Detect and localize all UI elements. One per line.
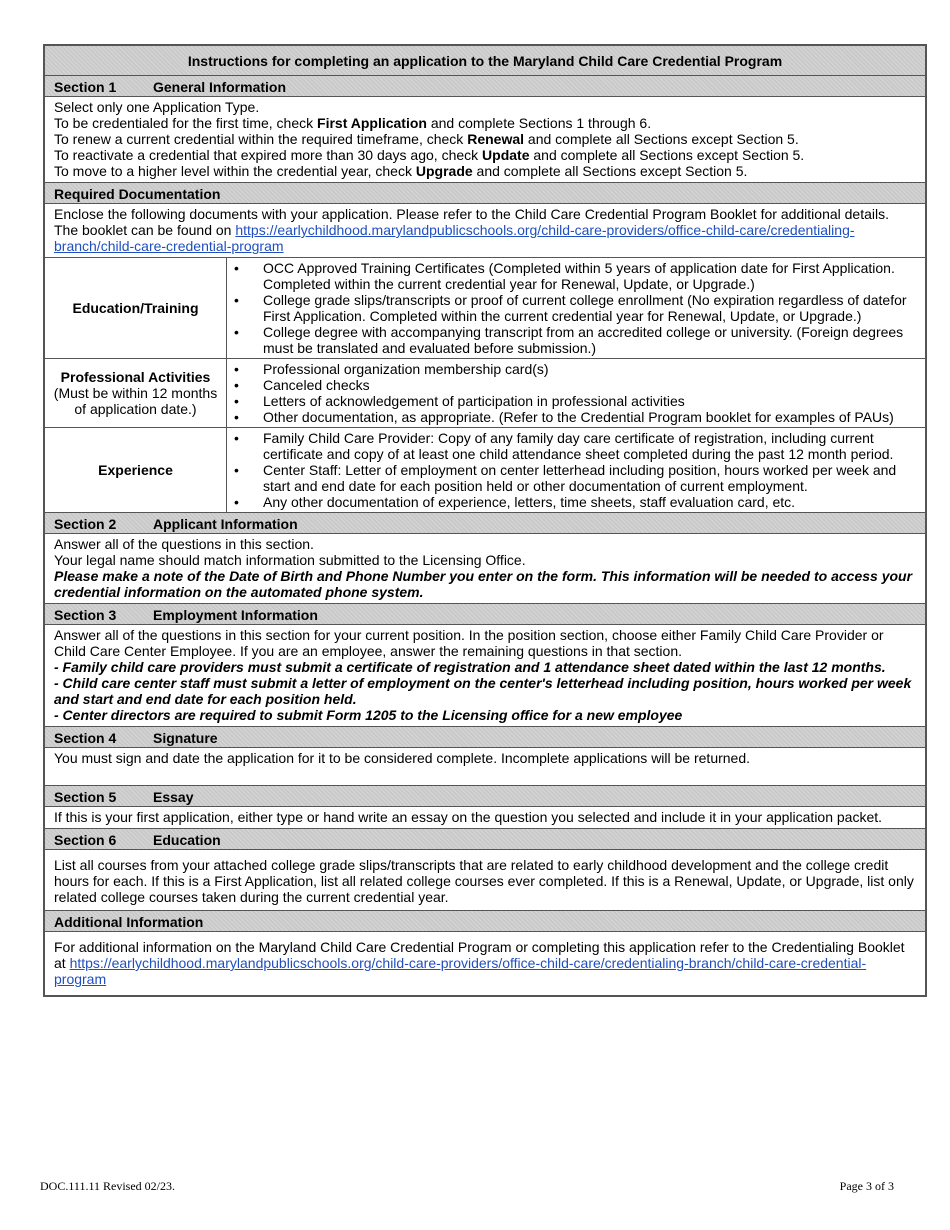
document-id: DOC.111.11 Revised 02/23. (40, 1179, 175, 1193)
section-1-body (45, 97, 925, 183)
credential-program-link[interactable]: https://earlychildhood.marylandpublicschools.org/child-care-providers/office-child-care/credentialing-branch/child-care-credential-program (54, 955, 867, 987)
section-title: Education (153, 832, 221, 848)
section-title: Employment Information (153, 607, 318, 623)
phone-note: Please make a note of the Date of Birth and Phone Number you enter on the form. This information will be needed to access your credential information on the automated phone system. (54, 568, 913, 600)
section-2-header (45, 513, 925, 534)
list-item: • Any other documentation of experience, letters, time sheets, staff evaluation card, etc. (263, 494, 917, 510)
required-documentation-header: Required Documentation (45, 183, 925, 204)
section-number: Section 2 (54, 516, 117, 532)
list-item: • College degree with accompanying transcript from an accredited college or university. (Foreign degrees must be translated and evaluated before submission.) (263, 324, 917, 356)
list-item: • Center Staff: Letter of employment on center letterhead including position, hours worked per week and start and end date for each position held or other documentation of current employment. (263, 462, 917, 494)
list-item: • Family Child Care Provider: Copy of any family day care certificate of registration, including current certificate and copy of at least one child attendance sheet completed during the past 12 month period. (263, 430, 917, 462)
section-1-header (45, 76, 925, 97)
professional-activities-label: Professional Activities (60, 369, 211, 385)
section-2-body: Answer all of the questions in this section. Your legal name should match information submitted to the Licensing Office. Please make a note of the Date of Birth and Phone Number you enter on the form. This information will be needed to access your credential information on the automated phone system. (45, 534, 925, 604)
experience-row (45, 428, 925, 513)
list-item: • Letters of acknowledgement of participation in professional activities (263, 393, 917, 409)
section-title: Essay (153, 789, 194, 805)
section-number: Section 4 (54, 730, 117, 746)
list-item: • Canceled checks (263, 377, 917, 393)
education-training-label: Education/Training (72, 300, 199, 316)
section-title: Applicant Information (153, 516, 298, 532)
list-item: • Professional organization membership card(s) (263, 361, 917, 377)
experience-label: Experience (98, 462, 173, 478)
section-6-header (45, 829, 925, 850)
section-number: Section 5 (54, 789, 117, 805)
instruction-line: Select only one Application Type. (54, 99, 260, 115)
instruction-line: To move to a higher level within the credential year, check Upgrade and complete all Sections except Section 5. (54, 163, 748, 179)
additional-info-header: Additional Information (45, 911, 925, 932)
section-4-body: You must sign and date the application for it to be considered complete. Incomplete applications will be returned. (45, 748, 925, 786)
instructions-table (43, 44, 927, 997)
section-number: Section 3 (54, 607, 117, 623)
section-number: Section 1 (54, 79, 117, 95)
page-title: Instructions for completing an application to the Maryland Child Care Credential Program (45, 46, 925, 76)
list-item: • College grade slips/transcripts or proof of current college enrollment (No expiration regardless of datefor First Application. Completed within the current credential year for Renewal, Update, or Upgrade.) (263, 292, 917, 324)
section-5-body: If this is your first application, either type or hand write an essay on the question you selected and include it in your application packet. (45, 807, 925, 829)
section-5-header (45, 786, 925, 807)
required-documentation-intro: Enclose the following documents with your application. Please refer to the Child Care Credential Program Booklet for additional details. The booklet can be found on https://earlychildhood.marylandpublicschools.org/child-care-providers/office-child-care/credentialing-branch/child-care-credential-program (45, 204, 925, 258)
professional-activities-sublabel: (Must be within 12 months of application date.) (53, 385, 218, 417)
list-item: • Other documentation, as appropriate. (Refer to the Credential Program booklet for examples of PAUs) (263, 409, 917, 425)
booklet-link[interactable]: https://earlychildhood.marylandpublicschools.org/child-care-providers/office-child-care/credentialing-branch/child-care-credential-program (54, 222, 855, 254)
list-item: • OCC Approved Training Certificates (Completed within 5 years of application date for First Application. Completed within the current credential year for Renewal, Update, or Upgrade.) (263, 260, 917, 292)
section-title: General Information (153, 79, 287, 95)
section-6-body: List all courses from your attached college grade slips/transcripts that are related to early childhood development and the college credit hours for each. If this is a First Application, list all related college courses ever completed. If this is a Renewal, Update, or Upgrade, list only related college courses taken during the current credential year. (45, 850, 925, 911)
section-title: Signature (153, 730, 218, 746)
additional-info-body: For additional information on the Maryland Child Care Credential Program or completing this application refer to the Credentialing Booklet at https://earlychildhood.marylandpublicschools.org/child-care-providers/office-child-care/credentialing-branch/child-care-credential-program (54, 939, 905, 987)
section-3-body: Answer all of the questions in this section for your current position. In the position section, choose either Family Child Care Provider or Child Care Center Employee. If you are an employee, answer the remaining questions in that section. - Family child care providers must submit a certificate of registration and 1 attendance sheet dated within the last 12 months. - Child care center staff must submit a letter of employment on the center's letterhead including position, hours worked per week and start and end date for each position held. - Center directors are required to submit Form 1205 to the Licensing office for a new employee (45, 625, 925, 727)
page-number: Page 3 of 3 (839, 1179, 894, 1193)
section-3-header (45, 604, 925, 625)
instruction-line: To reactivate a credential that expired more than 30 days ago, check Update and complete all Sections except Section 5. (54, 147, 805, 163)
instruction-line: To be credentialed for the first time, check First Application and complete Sections 1 through 6. (54, 115, 652, 131)
section-4-header (45, 727, 925, 748)
section-number: Section 6 (54, 832, 117, 848)
instruction-line: To renew a current credential within the required timeframe, check Renewal and complete all Sections except Section 5. (54, 131, 799, 147)
education-training-row (45, 258, 925, 359)
professional-activities-row (45, 359, 925, 428)
